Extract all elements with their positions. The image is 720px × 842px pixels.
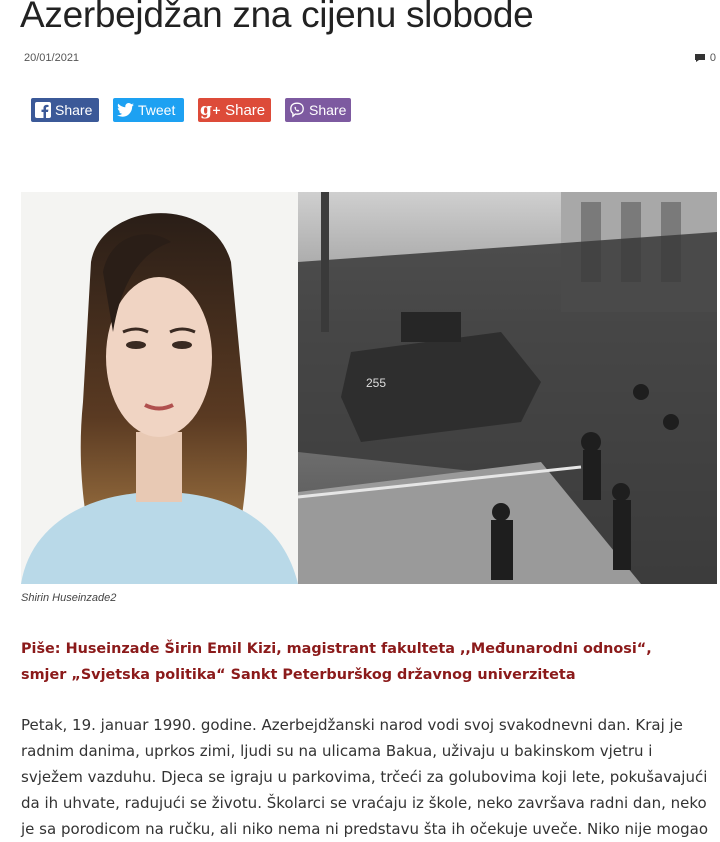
article-title: Azerbejdžan zna cijenu slobode bbox=[20, 0, 534, 35]
twitter-icon bbox=[117, 103, 134, 117]
google-plus-icon: g + bbox=[200, 100, 222, 120]
comment-count-link[interactable] bbox=[694, 52, 716, 64]
article-hero-image bbox=[21, 192, 717, 584]
author-byline: Piše: Huseinzade Širin Emil Kizi, magistrant fakulteta ,,Međunarodni odnosi“, smjer „Svjetska politika“ Sankt Peterburškog državnog univerziteta bbox=[21, 641, 652, 683]
google-plus-share-label: Share bbox=[225, 101, 266, 119]
comment-icon bbox=[694, 53, 706, 63]
facebook-icon bbox=[35, 102, 51, 118]
facebook-share-button[interactable] bbox=[31, 98, 99, 122]
twitter-share-button[interactable] bbox=[113, 98, 184, 122]
article-body-paragraph: Petak, 19. januar 1990. godine. Azerbejdžanski narod vodi svoj svakodnevni dan. Kraj je radnim danima, uprkos zimi, ljudi su na ulicama Bakua, uživaju u bakinskom vjetru i svježem vazduhu. Djeca se igraju u parkovima, trčeći za golubovima koji lete, pokušavajući da ih uhvate, radujući se životu. Školarci se vraćaju iz škole, neko završava radni dan, neko je sa porodicom na ručku, ali niko nema ni predstavu šta ih očekuje uveče. Niko nije mogao bbox=[21, 716, 709, 838]
google-plus-share-button[interactable] bbox=[198, 98, 271, 122]
facebook-share-label: Share bbox=[55, 102, 93, 118]
twitter-share-label: Tweet bbox=[138, 102, 176, 118]
svg-text:255: 255 bbox=[366, 376, 387, 390]
viber-icon bbox=[289, 102, 305, 118]
viber-share-label: Share bbox=[309, 102, 347, 118]
image-caption: Shirin Huseinzade2 bbox=[21, 592, 117, 604]
comment-count: 0 bbox=[709, 52, 716, 64]
post-date: 20/01/2021 bbox=[24, 52, 80, 64]
share-buttons bbox=[31, 98, 351, 122]
viber-share-button[interactable] bbox=[285, 98, 351, 122]
